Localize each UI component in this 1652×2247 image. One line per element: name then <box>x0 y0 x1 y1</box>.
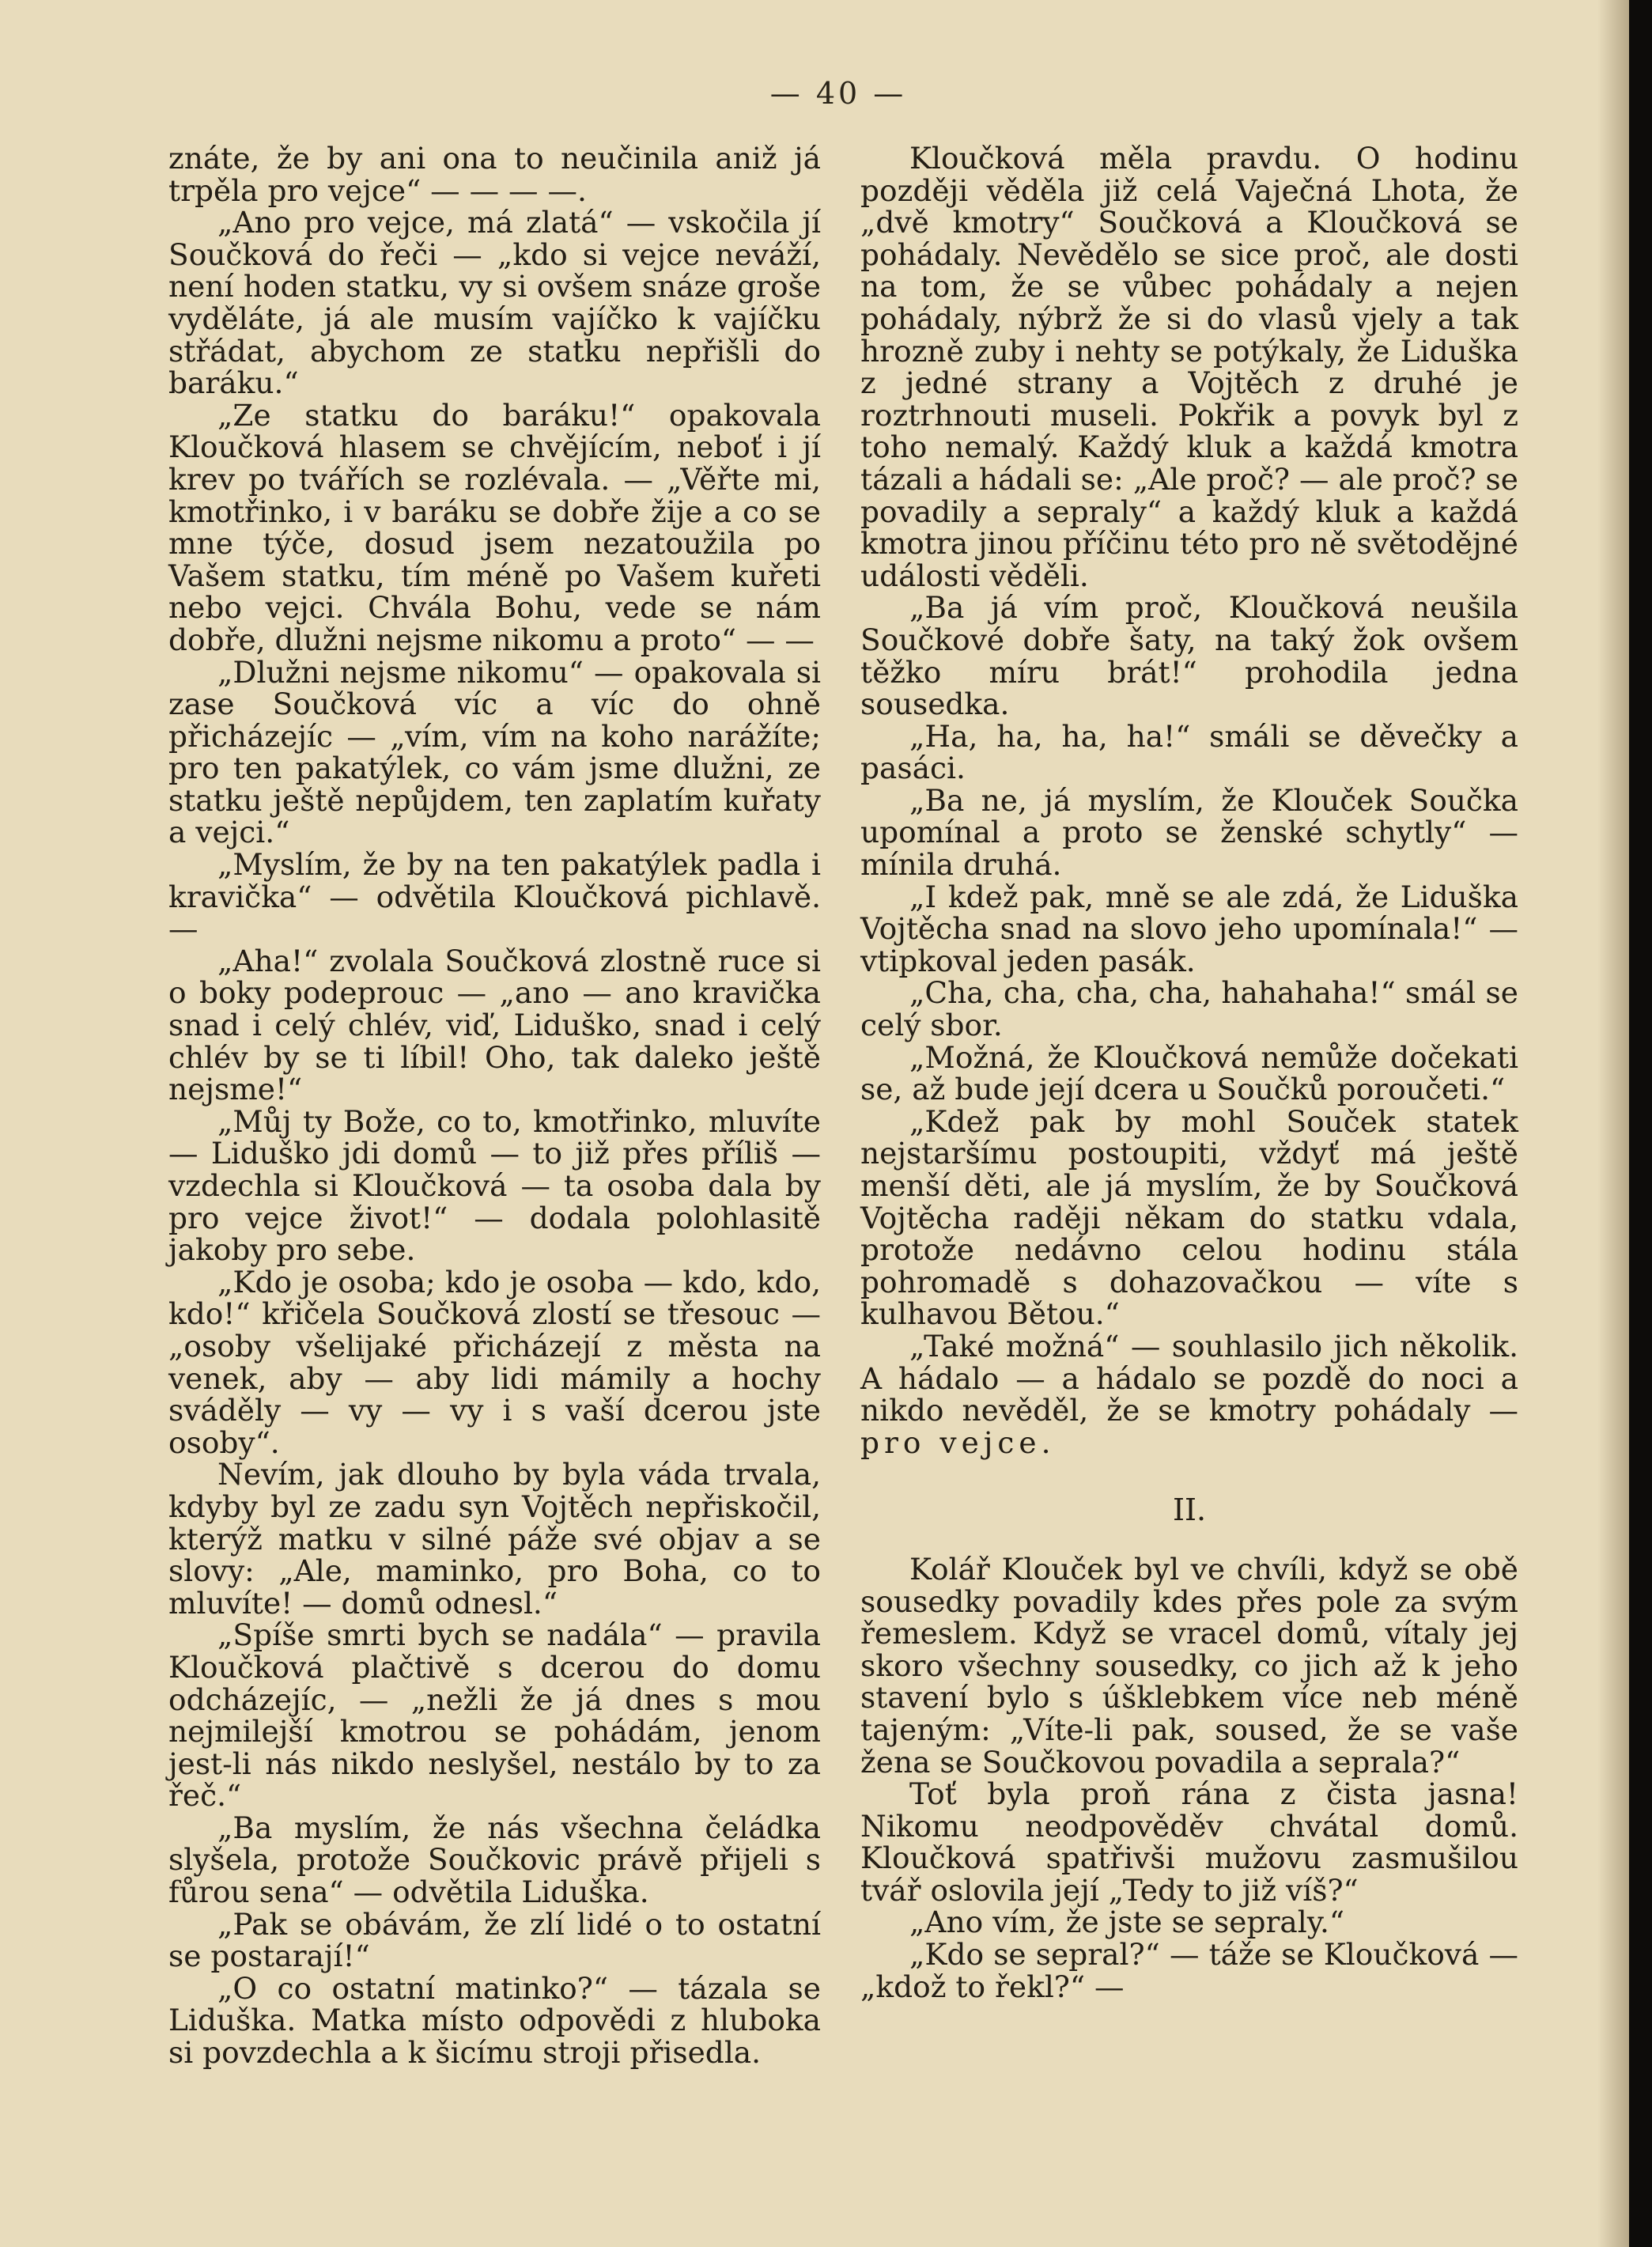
scan-edge <box>1629 0 1652 2247</box>
paragraph: „Ba já vím proč, Kloučková neušila Součkové dobře šaty, na taký žok ovšem těžko míru brát!“ prohodila jedna sousedka. <box>860 590 1518 722</box>
paragraph: „Pak se obávám, že zlí lidé o to ostatní se postarají!“ <box>168 1906 821 1974</box>
paragraph: „Spíše smrti bych se nadála“ — pravila Kloučková plačtivě s dcerou do domu odcházejíc, — „nežli že já dnes s mou nejmilejší kmotrou se pohádám, jenom jest-li nás nikdo neslyšel, nestálo by to za řeč.“ <box>168 1617 821 1814</box>
paragraph: „Můj ty Bože, co to, kmotřinko, mluvíte — Liduško jdi domů — to již přes příliš — vzdechla si Kloučková — ta osoba dala by pro vejce život!“ — dodala polohlasitě jakoby pro sebe. <box>168 1103 821 1268</box>
paragraph-text: „Také možná“ — souhlasilo jich několik. A hádalo — a hádalo se pozdě do noci a nikdo nevěděl, že se kmotry pohádaly — <box>860 1328 1518 1428</box>
paragraph: Nevím, jak dlouho by byla váda trvala, kdyby byl ze zadu syn Vojtěch nepřiskočil, kterýž matku v silné páže své objav a se slovy: „Ale, maminko, pro Boha, co to mluvíte! — domů odnesl.“ <box>168 1457 821 1621</box>
paragraph: „Ba ne, já myslím, že Klouček Součka upomínal a proto se ženské schytly“ — mínila druhá. <box>860 782 1518 883</box>
paragraph <box>860 1330 1518 1458</box>
right-column <box>860 142 1518 2003</box>
paragraph: „Kdež pak by mohl Souček statek nejstaršímu postoupiti, vždyť má ještě menší děti, ale já myslím, že by Součková Vojtěcha raději někam do statku vdala, protože nedávno celou hodinu stála pohromadě s dohazovačkou — víte s kulhavou Bětou.“ <box>860 1103 1518 1332</box>
paragraph: „Dlužni nejsme nikomu“ — opakovala si zase Součková víc a víc do ohně přicházejíc — „vím, vím na koho narážíte; pro ten pakatýlek, co vám jsme dlužni, ze statku ještě nepůjdem, ten zaplatím kuřaty a vejci.“ <box>168 654 821 850</box>
paragraph: Toť byla proň rána z čista jasna! Nikomu neodpověděv chvátal domů. Kloučková spatřivši mužovu zasmušilou tvář oslovila její „Tedy to již víš?“ <box>860 1776 1518 1908</box>
paragraph: „Myslím, že by na ten pakatýlek padla i kravička“ — odvětila Kloučková pichlavě. — <box>168 847 821 947</box>
paragraph: „Ano pro vejce, má zlatá“ — vskočila jí Součková do řeči — „kdo si vejce neváží, není hoden statku, vy si ovšem snáze groše vyděláte, já ale musím vajíčko k vajíčku střádat, abychom ze statku nepřišli do baráku.“ <box>168 205 821 401</box>
paragraph: „O co ostatní matinko?“ — tázala se Liduška. Matka místo odpovědi z hluboka si povzdechla a k šicímu stroji přisedla. <box>168 1970 821 2071</box>
section-heading: II. <box>1172 1492 1207 1528</box>
paragraph: znáte, že by ani ona to neučinila aniž já trpěla pro vejce“ — — — —. <box>168 141 821 208</box>
paragraph: „Ano vím, že jste se sepraly.“ <box>909 1905 1345 1940</box>
emphasized-text: pro vejce. <box>860 1424 1056 1460</box>
paragraph: „I kdež pak, mně se ale zdá, že Liduška Vojtěcha snad na slovo jeho upomínala!“ — vtipkoval jeden pasák. <box>860 879 1518 978</box>
paragraph: „Ba myslím, že nás všechna čeládka slyšela, protože Součkovic právě přijeli s fůrou sena“ — odvětila Liduška. <box>168 1810 821 1910</box>
paragraph: „Ze statku do baráku!“ opakovala Kloučková hlasem se chvějícím, neboť i jí krev po tvářích se rozlévala. — „Věřte mi, kmotřinko, i v baráku se dobře žije a co se mne týče, dosud jsem nezatoužila po Vašem statku, tím méně po Vašem kuřeti nebo vejci. Chvála Bohu, vede se nám dobře, dlužni nejsme nikomu a proto“ — — <box>168 397 821 657</box>
paragraph: „Kdo se sepral?“ — táže se Kloučková — „kdož to řekl?“ — <box>860 1937 1518 2004</box>
paragraph: „Možná, že Kloučková nemůže dočekati se, až bude její dcera u Součků poroučeti.“ <box>860 1039 1518 1107</box>
paragraph: Kloučková měla pravdu. O hodinu později věděla již celá Vaječná Lhota, že „dvě kmotry“ Součková a Kloučková se pohádaly. Nevědělo se sice proč, ale dosti na tom, že se vůbec pohádaly a nejen pohádaly, nýbrž že si do vlasů vjely a tak hrozně zuby i nehty se potýkaly, že Liduška z jedné strany a Vojtěch z druhé je roztrhnouti museli. Pokřik a povyk byl z toho nemalý. Každý kluk a každá kmotra tázali a hádali se: „Ale proč? — ale proč? se povadily a sepraly“ a každý kluk a každá kmotra jinou příčinu této pro ně světodějné události věděli. <box>860 141 1518 593</box>
paragraph: „Cha, cha, cha, cha, hahahaha!“ smál se celý sbor. <box>860 975 1518 1043</box>
left-column <box>168 142 821 2069</box>
paragraph: Kolář Klouček byl ve chvíli, když se obě sousedky povadily kdes přes pole za svým řemeslem. Když se vracel domů, vítaly jej skoro všechny sousedky, co jich až k jeho stavení bylo s úšklebkem více neb méně tajeným: „Víte-li pak, soused, že se vaše žena se Součkovou povadila a seprala?“ <box>860 1551 1518 1780</box>
paragraph: „Aha!“ zvolala Součková zlostně ruce si o boky podeprouc — „ano — ano kravička snad i celý chlév, viď, Liduško, snad i celý chlév by se ti líbil! Oho, tak daleko ještě nejsme!“ <box>168 943 821 1107</box>
page-number: — 40 — <box>769 76 907 111</box>
paragraph: „Ha, ha, ha, ha!“ smáli se děvečky a pasáci. <box>860 718 1518 786</box>
paragraph: „Kdo je osoba; kdo je osoba — kdo, kdo, kdo!“ křičela Součková zlostí se třesouc — „osoby všelijaké přicházejí z města na venek, aby — aby lidi mámily a hochy sváděly — vy — vy i s vaší dcerou jste osoby“. <box>168 1264 821 1460</box>
